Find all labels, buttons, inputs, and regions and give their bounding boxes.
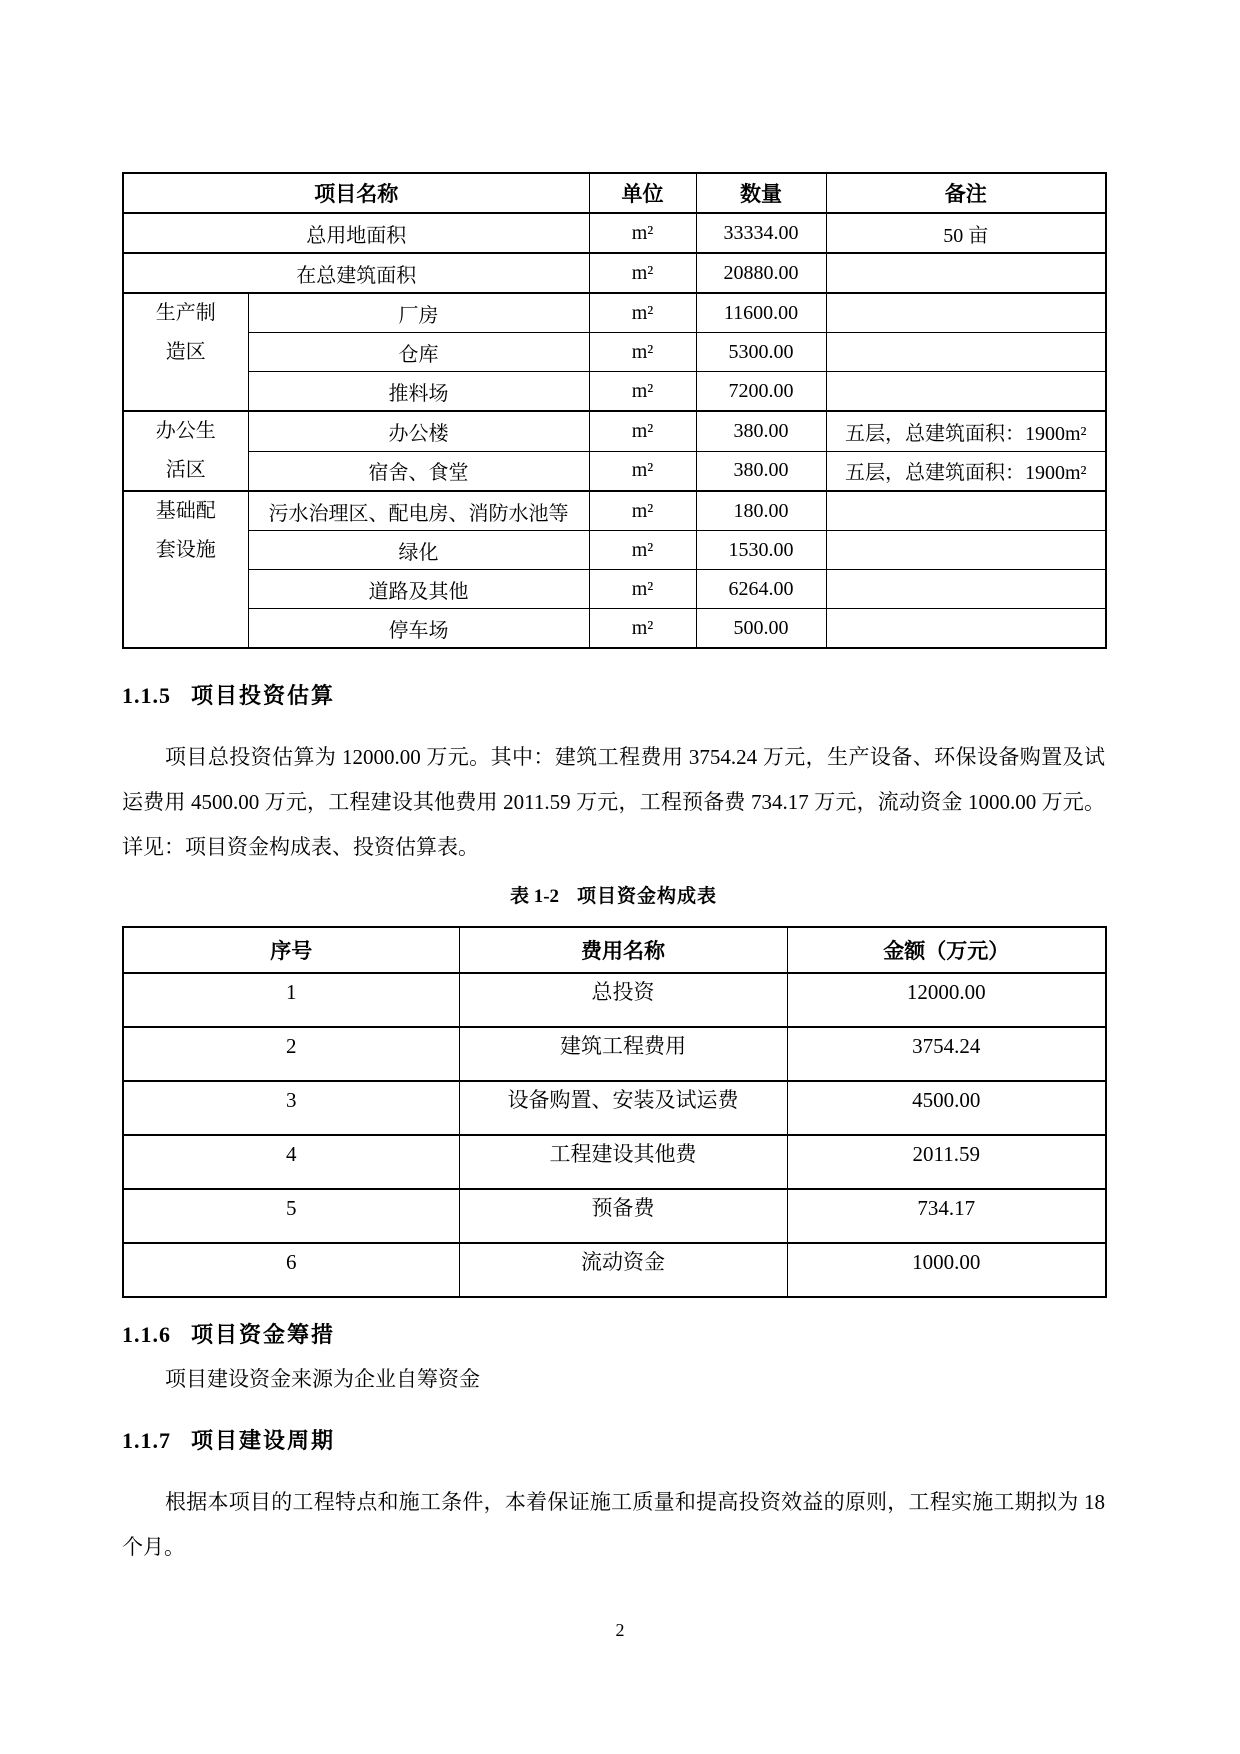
cell-name: 推料场 [248, 372, 589, 412]
cell-name: 停车场 [248, 609, 589, 649]
cell-amount: 3754.24 [787, 1027, 1106, 1081]
cell-unit: m² [589, 213, 696, 253]
cell-name: 在总建筑面积 [123, 253, 589, 293]
table-row [123, 491, 1106, 531]
section-paragraph-116: 项目建设资金来源为企业自筹资金 [165, 1367, 480, 1391]
cell-amount: 734.17 [787, 1189, 1106, 1243]
cell-name: 工程建设其他费 [459, 1135, 787, 1189]
cell-name: 设备购置、安装及试运费 [459, 1081, 787, 1135]
section-title: 项目建设周期 [191, 1428, 336, 1453]
cell-amount: 4500.00 [787, 1081, 1106, 1135]
cell-qty: 20880.00 [696, 253, 826, 293]
cell-remark [826, 570, 1106, 609]
table-row [123, 973, 1106, 1027]
land-use-header-row [123, 173, 1106, 213]
cell-qty: 500.00 [696, 609, 826, 649]
cell-amount: 1000.00 [787, 1243, 1106, 1297]
cell-qty: 1530.00 [696, 531, 826, 570]
cell-remark [826, 253, 1106, 293]
table-row [123, 372, 1106, 412]
table-row [123, 1027, 1106, 1081]
cell-name: 总投资 [459, 973, 787, 1027]
section-heading-115 [122, 681, 1105, 711]
table-caption [122, 884, 1105, 910]
caption-label: 表 1-2 [509, 886, 560, 907]
cell-qty: 380.00 [696, 451, 826, 491]
section-title: 项目投资估算 [191, 683, 336, 708]
header-name: 费用名称 [459, 927, 787, 973]
table-row [123, 293, 1106, 333]
page-content [122, 172, 1105, 1570]
cell-unit: m² [589, 570, 696, 609]
cell-name: 预备费 [459, 1189, 787, 1243]
cell-name: 流动资金 [459, 1243, 787, 1297]
section-heading-117 [122, 1426, 1105, 1456]
table-row [123, 1243, 1106, 1297]
cell-qty: 5300.00 [696, 333, 826, 372]
cell-no: 6 [123, 1243, 459, 1297]
table-row [123, 1135, 1106, 1189]
group-label: 基础配套设施 [155, 500, 216, 561]
cell-qty: 6264.00 [696, 570, 826, 609]
cell-name: 绿化 [248, 531, 589, 570]
header-amount: 金额（万元） [787, 927, 1106, 973]
cell-group-infrastructure [123, 491, 248, 648]
section-heading-116 [122, 1320, 1105, 1350]
table-row [123, 1189, 1106, 1243]
table-row [123, 1081, 1106, 1135]
table-row [123, 570, 1106, 609]
header-qty: 数量 [696, 173, 826, 213]
cell-unit: m² [589, 293, 696, 333]
section-title: 项目资金筹措 [191, 1322, 336, 1347]
cell-name: 厂房 [248, 293, 589, 333]
cell-unit: m² [589, 372, 696, 412]
funding-table [122, 926, 1107, 1298]
table-row [123, 333, 1106, 372]
section-number: 1.1.5 [122, 683, 171, 708]
cell-unit: m² [589, 333, 696, 372]
table-row [123, 253, 1106, 293]
header-remark: 备注 [826, 173, 1106, 213]
cell-unit: m² [589, 411, 696, 451]
cell-qty: 11600.00 [696, 293, 826, 333]
cell-group-office [123, 411, 248, 491]
cell-name: 宿舍、食堂 [248, 451, 589, 491]
cell-name: 道路及其他 [248, 570, 589, 609]
header-unit: 单位 [589, 173, 696, 213]
cell-no: 5 [123, 1189, 459, 1243]
cell-name: 污水治理区、配电房、消防水池等 [248, 491, 589, 531]
cell-qty: 33334.00 [696, 213, 826, 253]
section-number: 1.1.7 [122, 1428, 171, 1453]
section-paragraph-115: 项目总投资估算为 12000.00 万元。其中：建筑工程费用 3754.24 万元，生产设备、环保设备购置及试运费用 4500.00 万元，工程建设其他费用 2011.59 万元，工程预备费 734.17 万元，流动资金 1000.00 万元。详见：项目资金构成表、投资估算表。 [122, 745, 1105, 859]
cell-amount: 12000.00 [787, 973, 1106, 1027]
cell-unit: m² [589, 491, 696, 531]
cell-qty: 7200.00 [696, 372, 826, 412]
group-label: 生产制造区 [155, 302, 216, 363]
cell-remark [826, 293, 1106, 333]
section-number: 1.1.6 [122, 1322, 171, 1347]
land-use-table [122, 172, 1107, 649]
table-row [123, 531, 1106, 570]
cell-remark: 五层，总建筑面积：1900m² [826, 411, 1106, 451]
cell-remark: 50 亩 [826, 213, 1106, 253]
cell-remark [826, 372, 1106, 412]
cell-unit: m² [589, 451, 696, 491]
cell-no: 3 [123, 1081, 459, 1135]
cell-remark [826, 333, 1106, 372]
cell-remark [826, 491, 1106, 531]
cell-unit: m² [589, 609, 696, 649]
page-number: 2 [615, 1620, 625, 1640]
header-name: 项目名称 [123, 173, 589, 213]
cell-unit: m² [589, 531, 696, 570]
table-row [123, 411, 1106, 451]
cell-name: 建筑工程费用 [459, 1027, 787, 1081]
section-paragraph-117: 根据本项目的工程特点和施工条件，本着保证施工质量和提高投资效益的原则，工程实施工期拟为 18 个月。 [122, 1490, 1105, 1559]
cell-amount: 2011.59 [787, 1135, 1106, 1189]
table-row [123, 451, 1106, 491]
table-row [123, 609, 1106, 649]
cell-name: 总用地面积 [123, 213, 589, 253]
header-no: 序号 [123, 927, 459, 973]
cell-group-production [123, 293, 248, 411]
cell-name: 仓库 [248, 333, 589, 372]
cell-no: 2 [123, 1027, 459, 1081]
cell-no: 1 [123, 973, 459, 1027]
cell-qty: 380.00 [696, 411, 826, 451]
cell-qty: 180.00 [696, 491, 826, 531]
caption-title: 项目资金构成表 [577, 886, 718, 907]
cell-no: 4 [123, 1135, 459, 1189]
funding-header-row [123, 927, 1106, 973]
group-label: 办公生活区 [155, 420, 216, 481]
cell-name: 办公楼 [248, 411, 589, 451]
cell-remark [826, 609, 1106, 649]
table-row [123, 213, 1106, 253]
cell-unit: m² [589, 253, 696, 293]
cell-remark: 五层，总建筑面积：1900m² [826, 451, 1106, 491]
cell-remark [826, 531, 1106, 570]
